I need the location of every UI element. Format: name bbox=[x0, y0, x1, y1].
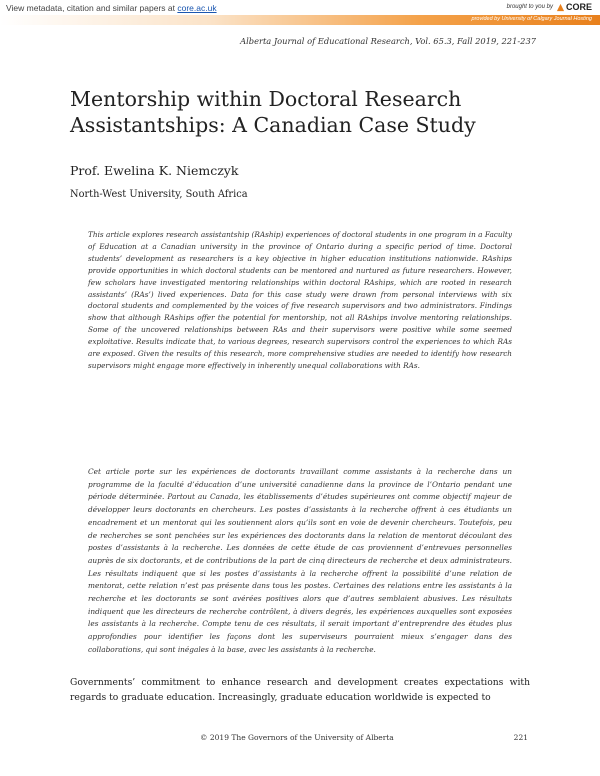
footer-copyright: © 2019 The Governors of the University of Alberta bbox=[200, 733, 394, 742]
core-logo-icon bbox=[556, 3, 565, 12]
brought-by-text: brought to you by bbox=[506, 4, 553, 10]
body-paragraph: Governments’ commitment to enhance research and development creates expectations with regards to graduate education. Increasingly, graduate education worldwide is expected to bbox=[70, 677, 530, 703]
abstract-french: Cet article porte sur les expériences de doctorants travaillant comme assistants à la recherche dans un programme de la faculté d’éducation d’une université canadienne dans la province de l’Ontario pendant une période déterminée. Partout au Canada, les établissements d’études supérieures ont comme objectif majeur de développer leurs doctorants en chercheurs. Les postes d’assistants à la recherche offrent à ces étudiants un encadrement et un mentorat qui les soutiennent alors qu’ils sont en voie de devenir chercheurs. Toutefois, peu de recherches se sont penchées sur les expériences des doctorants dans la relation de mentorat découlant des postes d’assistants à la recherche. Les données de cette étude de cas proviennent d’entrevues personnelles auprès de six doctorants, et de contributions de la part de cinq directeurs de recherche et deux administrateurs. Les résultats indiquent que si les postes d’assistants à la recherche offrent la possibilité d’une relation de mentorat, cette relation n’est pas présente dans tous les postes. Certaines des relations entre les assistants à la recherche et les doctorants se sont avérées positives alors que d’autres semblaient abusives. Les résultats indiquent que les directeurs de recherche contrôlent, à divers degrés, les expériences auxquelles sont exposées les assistants à la recherche. Compte tenu de ces résultats, il serait important d’entreprendre des études plus approfondies pour identifier les façons dont les superviseurs pourraient mieux s’engager dans des collaborations, qui sont inégales à la base, avec les assistants à la recherche. bbox=[88, 467, 512, 654]
page-number: 221 bbox=[513, 733, 528, 742]
core-site-link[interactable]: core.ac.uk bbox=[177, 3, 217, 13]
core-banner bbox=[0, 0, 600, 26]
provided-by: provided by University of Calgary Journal Hosting bbox=[471, 16, 592, 22]
core-link-prefix: View metadata, citation and similar papers at bbox=[6, 3, 178, 13]
journal-citation: Alberta Journal of Educational Research, Vol. 65.3, Fall 2019, 221-237 bbox=[240, 36, 536, 46]
article-title: Mentorship within Doctoral Research Assistantships: A Canadian Case Study bbox=[70, 87, 476, 137]
brought-to-you-by[interactable] bbox=[507, 2, 592, 12]
author-affiliation: North-West University, South Africa bbox=[70, 189, 248, 200]
abstract-english: This article explores research assistantship (RAship) experiences of doctoral students in one program in a Faculty of Education at a Canadian university in the province of Ontario during a specific period of time. Doctoral students’ development as researchers is a key objective in higher education institutions nationwide. RAships provide opportunities in which doctoral students can be mentored and nurtured as future researchers. However, few scholars have investigated mentoring relationships within doctoral RAships, which are rooted in research assistants’ (RAs’) lived experiences. Data for this case study were drawn from personal interviews with six doctoral students and complemented by the voices of five research supervisors and two administrators. Findings show that although RAships offer the potential for mentorship, not all RAships involve mentoring relationships. Some of the uncovered relationships between RAs and their supervisors were positive while some seemed exploitative. Results indicate that, to various degrees, research supervisors control the experiences to which RAs are exposed. Given the results of this research, more comprehensive studies are needed to identify how research supervisors might engage more effectively in inherently unequal collaborations with RAs. bbox=[88, 230, 512, 370]
core-logo[interactable] bbox=[556, 2, 592, 12]
author-name: Prof. Ewelina K. Niemczyk bbox=[70, 163, 239, 178]
core-logo-text: CORE bbox=[565, 2, 592, 12]
core-metadata-link[interactable] bbox=[6, 3, 217, 13]
